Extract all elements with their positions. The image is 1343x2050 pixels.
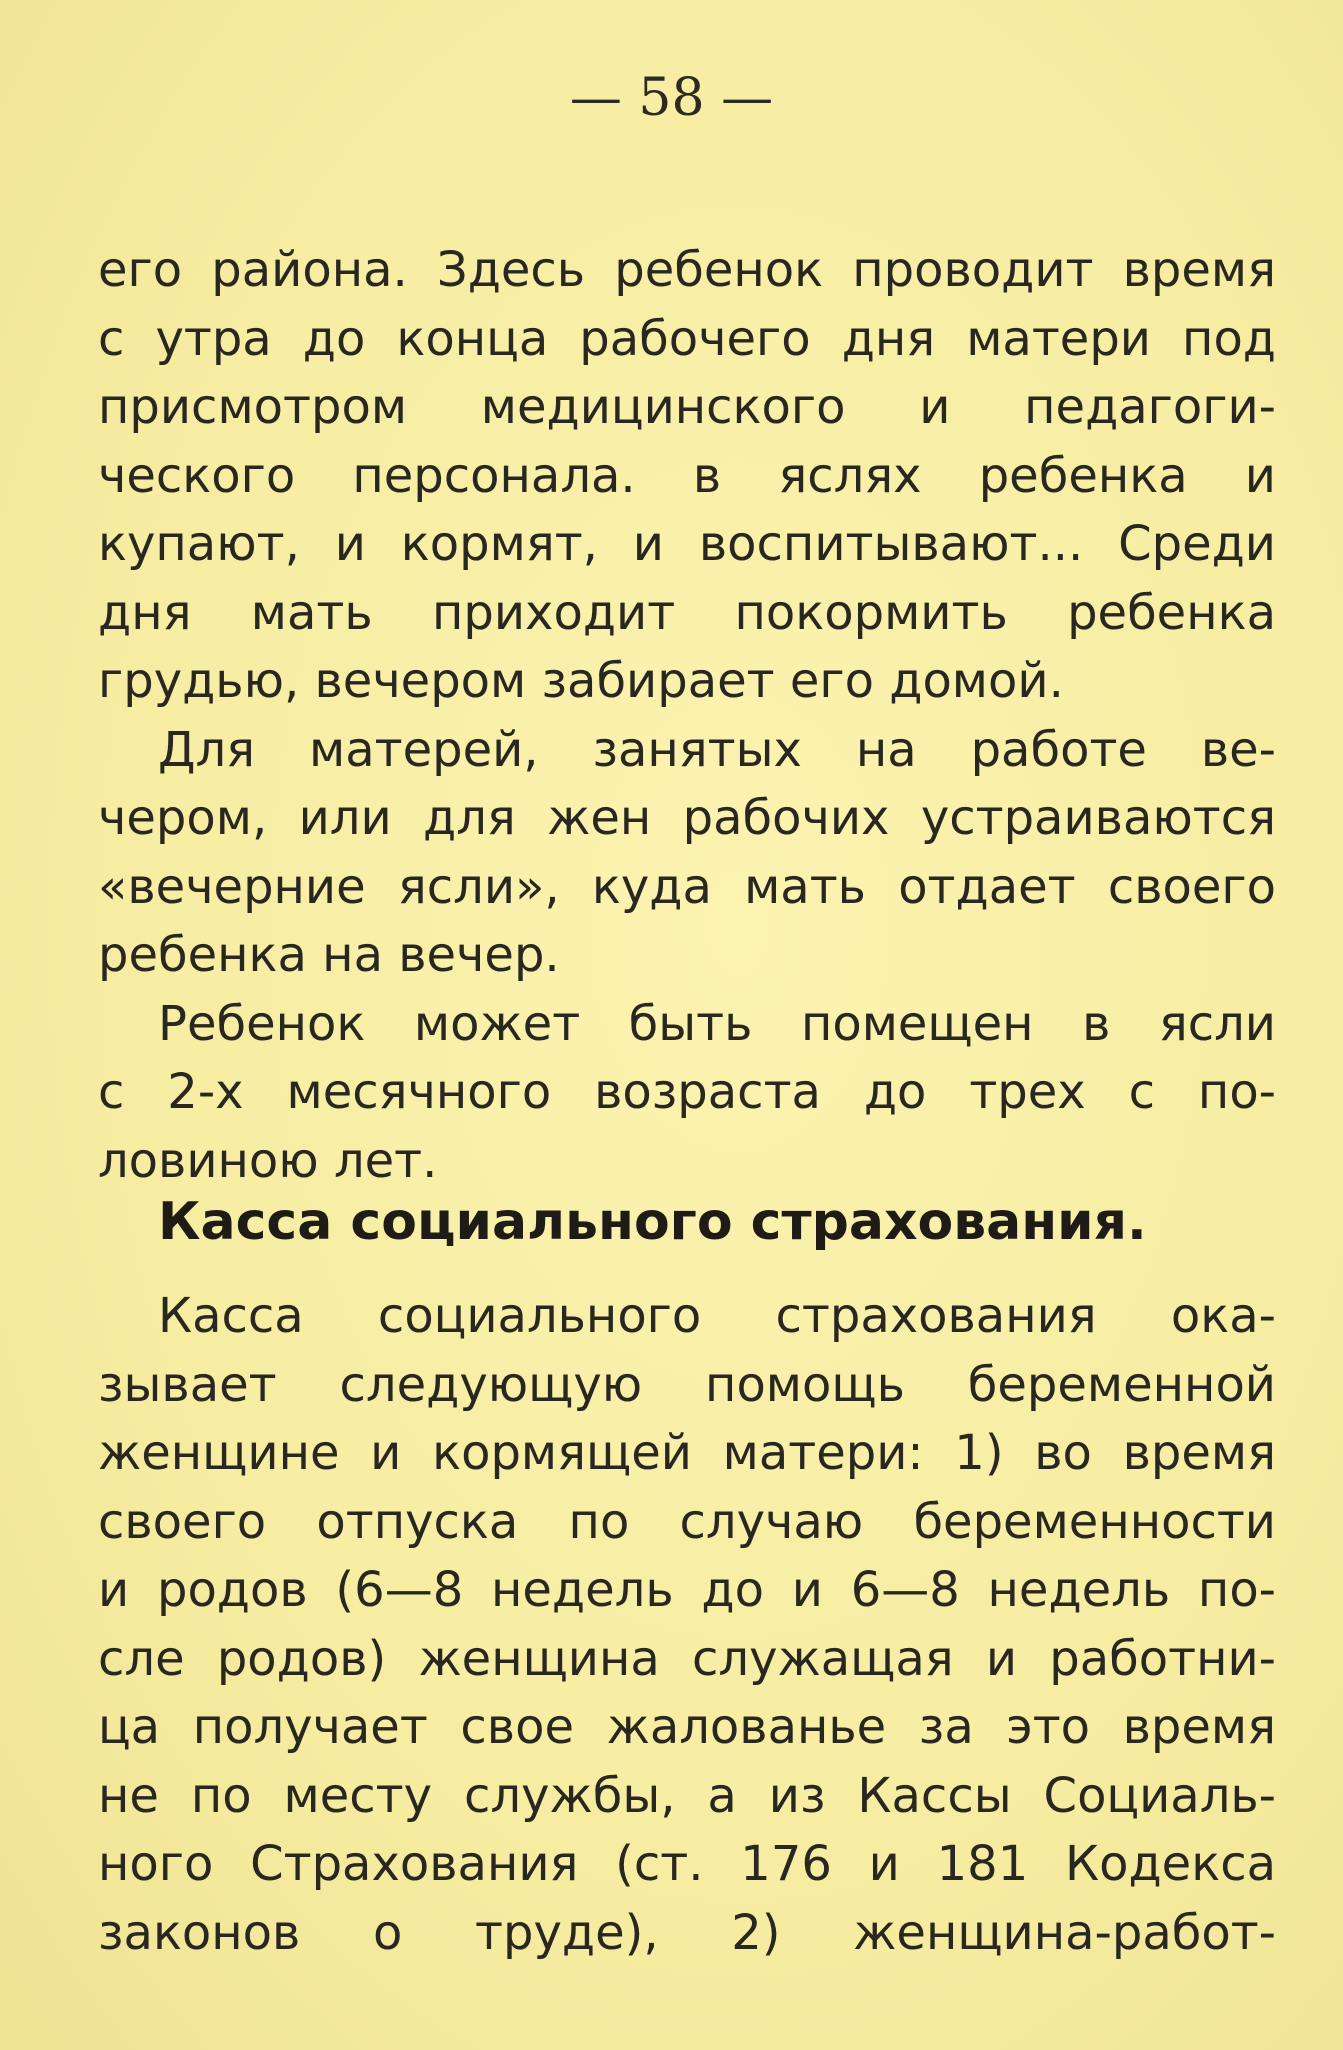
paragraph-1-line: его района. Здесь ребенок проводит время [98, 242, 1276, 298]
paragraph-1-line: дня мать приходит покормить ребенка [98, 584, 1276, 641]
body-text-upper [98, 236, 1276, 1195]
paragraph-3-line: с 2-х месячного возраста до трех с по- [98, 1064, 1276, 1120]
paragraph-4-line: своего отпуска по случаю беременности [98, 1493, 1276, 1550]
paragraph-3-line: ловиною лет. [98, 1132, 438, 1189]
paragraph-1-line: купают, и кормят, и воспитывают... Среди [98, 516, 1276, 572]
body-text-lower [98, 1282, 1276, 1967]
paragraph-1-line: с утра до конца рабочего дня матери под [98, 310, 1276, 367]
page-number: — 58 — [569, 68, 774, 128]
paragraph-4-line: женщине и кормящей матери: 1) во время [98, 1425, 1276, 1481]
paragraph-4-line: и родов (6—8 недель до и 6—8 недель по- [98, 1562, 1276, 1618]
paragraph-4-line: Касса социального страхования ока- [158, 1288, 1276, 1344]
paragraph-2-line: Для матерей, занятых на работе ве- [158, 721, 1276, 778]
paragraph-4-line: ца получает свое жалованье за это время [98, 1699, 1276, 1755]
section-heading: Касса социального страхования. [158, 1192, 1147, 1252]
paragraph-3-line: Ребенок может быть помещен в ясли [158, 995, 1276, 1052]
paragraph-4-line: не по месту службы, а из Кассы Социаль- [98, 1767, 1276, 1824]
paragraph-1-line: грудью, вечером забирает его домой. [98, 653, 1064, 709]
paragraph-2-line: чером, или для жен рабочих устраиваются [98, 790, 1276, 846]
paragraph-4-line: законов о труде), 2) женщина-работ- [98, 1904, 1276, 1961]
paragraph-1-line: ческого персонала. в яслях ребенка и [98, 447, 1276, 504]
paragraph-4-line: ного Страхования (ст. 176 и 181 Кодекса [98, 1836, 1276, 1892]
paragraph-4-line: зывает следующую помощь беременной [98, 1356, 1276, 1413]
paragraph-2-line: ребенка на вечер. [98, 927, 560, 983]
paragraph-4-line: сле родов) женщина служащая и работни- [98, 1630, 1276, 1687]
paragraph-2-line: «вечерние ясли», куда мать отдает своего [98, 858, 1276, 915]
paragraph-1-line: присмотром медицинского и педагоги- [98, 379, 1276, 435]
